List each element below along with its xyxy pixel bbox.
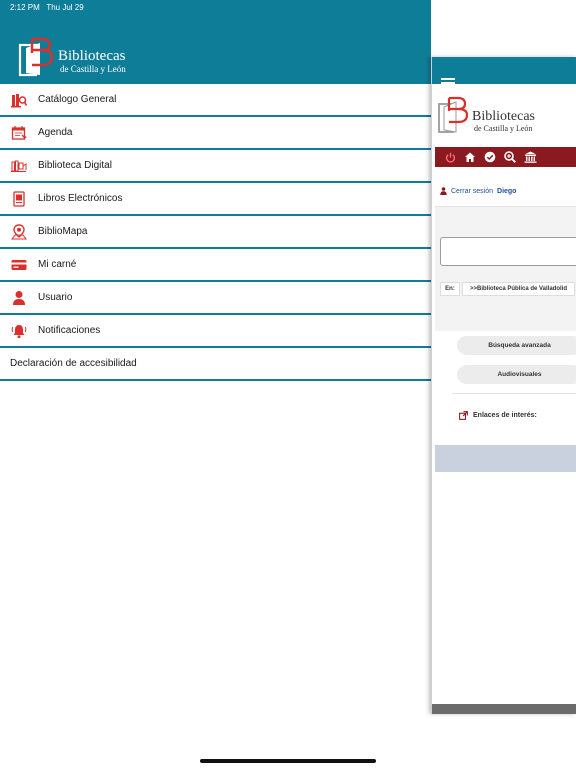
menu-item-label: Usuario (38, 292, 73, 303)
search-scope-select[interactable]: >>Biblioteca Pública de Valladolid (462, 282, 575, 296)
home-indicator[interactable] (200, 759, 376, 763)
search-scope-label: En: (440, 282, 460, 296)
advanced-search-button[interactable]: Búsqueda avanzada (457, 336, 576, 355)
bibliotecas-logo-mark (437, 96, 471, 134)
ebook-icon (11, 191, 27, 207)
drawer-logo (18, 37, 126, 77)
menu-item-biblioteca-digital[interactable] (0, 150, 431, 183)
calendar-icon (11, 125, 27, 141)
map-pin-icon (11, 224, 27, 240)
web-content-panel (431, 57, 576, 714)
status-bar (0, 0, 576, 18)
logout-link[interactable] (440, 187, 516, 195)
links-section-title (459, 411, 537, 420)
books-icon (11, 92, 27, 108)
digital-library-icon (11, 158, 27, 174)
search-area (435, 207, 576, 331)
panel-bottom-bar (432, 704, 576, 714)
menu-item-notificaciones[interactable] (0, 315, 431, 348)
menu-item-mi-carne[interactable] (0, 249, 431, 282)
user-icon (440, 187, 447, 195)
menu-item-label: BiblioMapa (38, 226, 88, 237)
status-date: Thu Jul 29 (46, 3, 84, 12)
menu-item-label: Declaración de accesibilidad (10, 358, 137, 369)
battery-percent: 100% (522, 3, 543, 12)
footer-band (435, 445, 576, 472)
drawer-menu (0, 84, 431, 381)
check-circle-icon[interactable] (483, 150, 497, 164)
menu-item-label: Agenda (38, 127, 73, 138)
menu-item-usuario[interactable] (0, 282, 431, 315)
menu-item-label: Catálogo General (38, 94, 117, 105)
wifi-icon (510, 4, 520, 12)
menu-item-bibliomapa[interactable] (0, 216, 431, 249)
power-icon[interactable] (443, 150, 457, 164)
panel-logo (437, 96, 535, 134)
status-time: 2:12 PM (10, 3, 40, 12)
divider (452, 393, 576, 394)
brand-subtitle: de Castilla y León (60, 64, 126, 74)
menu-item-catalogo-general[interactable] (0, 84, 431, 117)
library-building-icon[interactable] (523, 150, 537, 164)
menu-item-label: Mi carné (38, 259, 77, 270)
bell-icon (11, 323, 27, 339)
card-icon (11, 257, 27, 273)
user-icon (11, 290, 27, 306)
user-name: Diego (497, 187, 517, 195)
logout-text: Cerrar sesión (451, 187, 494, 195)
toolbar (435, 147, 576, 167)
audiovisuals-button[interactable]: Audiovisuales (457, 365, 576, 384)
menu-item-label: Libros Electrónicos (38, 193, 123, 204)
hamburger-menu-icon[interactable] (441, 78, 455, 88)
brand-title: Bibliotecas (58, 48, 126, 64)
external-link-icon (459, 411, 468, 420)
search-input[interactable] (440, 237, 576, 266)
brand-subtitle: de Castilla y León (474, 124, 533, 133)
brand-title: Bibliotecas (472, 109, 535, 124)
menu-item-agenda[interactable] (0, 117, 431, 150)
panel-header (432, 57, 576, 84)
bibliotecas-logo-mark (18, 37, 56, 77)
menu-item-declaracion-accesibilidad[interactable] (0, 348, 431, 381)
battery-icon (546, 4, 562, 11)
menu-item-label: Notificaciones (38, 325, 101, 336)
links-title: Enlaces de interés: (473, 412, 537, 419)
menu-item-label: Biblioteca Digital (38, 160, 112, 171)
zoom-in-icon[interactable] (503, 150, 517, 164)
home-icon[interactable] (463, 150, 477, 164)
menu-item-libros-electronicos[interactable] (0, 183, 431, 216)
